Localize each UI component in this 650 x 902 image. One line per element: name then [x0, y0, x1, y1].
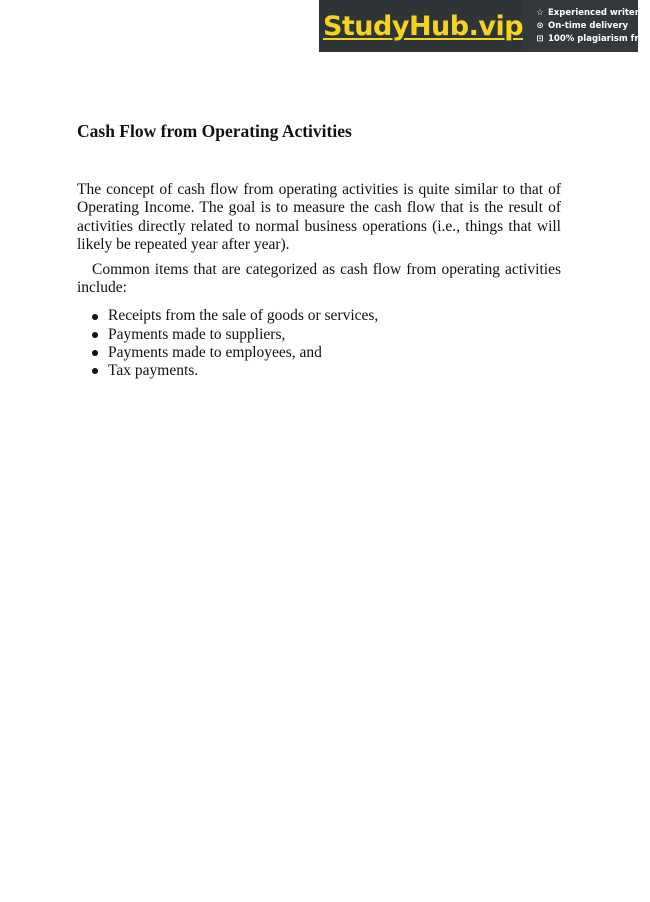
clock-icon: ⊙ — [536, 20, 544, 31]
feature-experienced-writers — [535, 8, 650, 19]
list-item — [77, 344, 561, 362]
bullet-list — [77, 307, 561, 380]
logo-text: StudyHub.vip — [322, 10, 524, 42]
page-title: Cash Flow from Operating Activities — [77, 121, 352, 141]
feature-on-time-delivery — [535, 21, 650, 32]
list-item — [77, 326, 561, 344]
list-item-text: Tax payments. — [108, 362, 199, 380]
bullet-icon — [92, 314, 98, 320]
bullet-icon — [92, 350, 98, 356]
banner-features — [525, 0, 650, 52]
bullet-icon — [92, 368, 98, 374]
feature-label: 100% plagiarism free — [548, 33, 650, 44]
star-icon: ☆ — [536, 7, 544, 18]
list-item-text: Payments made to employees, and — [108, 343, 322, 361]
feature-plagiarism-free — [535, 34, 650, 45]
watermark-banner — [319, 0, 650, 52]
list-item-text: Payments made to suppliers, — [108, 325, 286, 343]
check-shield-icon: ⊡ — [536, 33, 544, 44]
list-item — [77, 307, 561, 325]
list-item-text: Receipts from the sale of goods or services, — [108, 307, 379, 325]
paragraph-intro: The concept of cash flow from operating activities is quite similar to that of Operating Income. The goal is to measure the cash flow that is the result of activities directly related to normal business operations (i.e., things that will likely be repeated year after year). — [77, 181, 561, 254]
document-page — [77, 118, 561, 380]
feature-label: Experienced writers — [548, 7, 644, 18]
studyhub-logo[interactable] — [319, 0, 524, 52]
list-item — [77, 362, 561, 380]
paragraph-common-items: Common items that are categorized as cash flow from operating activities include: — [77, 260, 561, 297]
bullet-icon — [92, 332, 98, 338]
feature-label: On-time delivery — [548, 20, 629, 31]
